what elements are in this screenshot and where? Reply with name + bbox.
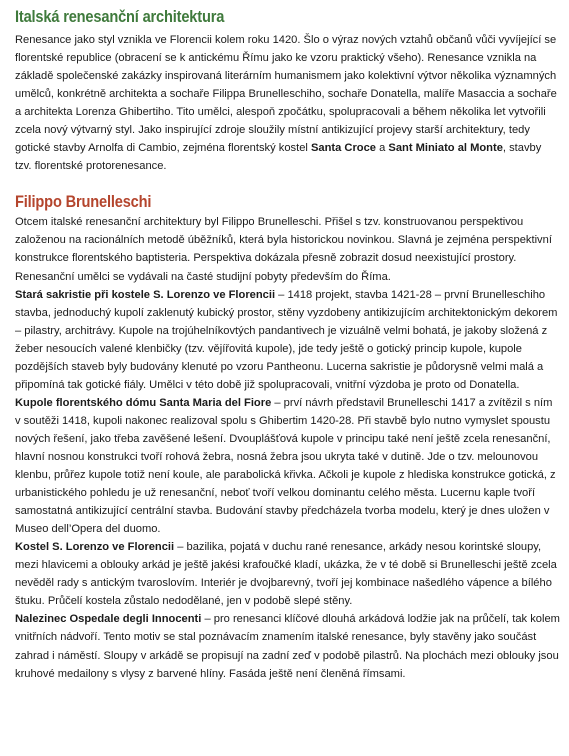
- bold-term-dome: Kupole florentského dómu Santa Maria del Fiore: [15, 396, 272, 409]
- paragraph-intro: [15, 31, 560, 175]
- paragraph-perspective: Otcem italské renesanční architektury byl Filippo Brunelleschi. Přišel s tzv. konstruovanou perspektivou založenou na racionálních metodě úběžníků, která byla historickou novinkou. Slavná je zejména perspektivní konstrukce florentského baptisteria. Perspektiva dokázala přesně zobrazit dosud neexistující prostory.: [15, 216, 552, 265]
- section-title-brunelleschi: Filippo Brunelleschi: [15, 192, 152, 212]
- paragraph-ospedale: [15, 610, 560, 682]
- section-title-italian-renaissance: Italská renesanční architektura: [15, 7, 225, 26]
- paragraph-text: – 1418 projekt, stavba 1421-28 – první Brunelleschiho stavba, jednoduchý kupolí zaklenutý kubický prostor, stěny vyzdobeny antikizujícím architektonickým dekorem – pilastry, architrávy. Kupole na trojúhelníkovtých pandantivech je vizuálně velmi bohatá, je jakoby složená z žeber nesoucích valené klenbičky (tzv. vějířovitá kupole), jde tedy ještě o gotický princip kupole, kupole pozdějších staveb byly budovány klenuté po vzoru Pantheonu. Lucerna sakristie je půdorysně velmi malá a připomíná tak gotické fiály. Umělci v této době již spolupracovali, vnitřní výzdoba je proto od Donatella.: [15, 288, 558, 391]
- paragraph-san-lorenzo: [15, 538, 560, 610]
- document-page: [15, 6, 560, 683]
- bold-term-ospedale: Nalezinec Ospedale degli Innocenti: [15, 613, 202, 626]
- paragraph-text: – prví návrh představil Brunelleschi 1417 a zvítězil s ním v soutěži 1418, kupoli nakonec realizoval spolu s Ghibertim 1420-28. Při stavbě bylo nutno vymyslet spoustu nových řešení, jako třeba zavěšené lešení. Dvouplášťová kupole v principu také není ještě zcela renesanční, hlavní nosnou konstrukci tvoří rohová žebra, nosná žebra jsou ukryta také v dutině. Jde o tzv. melounovou klenbu, průřez kupole totiž není koule, ale parabolická křivka. Ačkoli je kupole z hlediska konstrukce gotická, z urbanistického pohledu je už renesanční, neboť tvoří velkou dominantu celého města. Lucernu kaple tvoří samostatná antikizující centrální stavba. Budování stavby předcházela tvorba modelu, který je dnes uložen v Museo dell’Opera del duomo.: [15, 396, 556, 536]
- bold-term-sant-miniato: Sant Miniato al Monte: [388, 142, 503, 155]
- bold-term-old-sacristy: Stará sakristie při kostele S. Lorenzo ve Florencii: [15, 288, 276, 301]
- paragraph-rome-trips: Renesanční umělci se vydávali na časté studijní pobyty především do Říma.: [15, 270, 391, 283]
- paragraph-text: a: [376, 142, 389, 155]
- bold-term-santa-croce: Santa Croce: [310, 142, 376, 155]
- paragraph-dome: [15, 394, 560, 538]
- paragraph-text: – pro renesanci klíčové dlouhá arkádová lodžie jak na průčelí, tak kolem vnitřních nádvoří. Tento motiv se stal poznávacím znamením italské renesance, byly stavěny jako součást zahrad i náměstí. Sloupy v arkádě se propisují na zadní zeď v podobě pilastrů. Na plochách mezi oblouky jsou kruhové medailony s vlysy z barvené hlíny. Fasáda ještě není členěná římsami.: [15, 613, 560, 680]
- paragraph-old-sacristy: [15, 286, 560, 394]
- paragraph-text: , stavby tzv. florentské protorenesance.: [15, 142, 542, 173]
- paragraph-text: Renesance jako styl vznikla ve Florencii kolem roku 1420. Šlo o výraz nových vztahů občanů vůči vyvíjející se florentské republice (obracení se k antickému Římu jako ke vzoru praktický všeho). Renesance vznikla na základě společenské zakázky inspirovaná literárním humanismem jako kolektivní výtvor několika významných umělců, konkrétně architekta a sochaře Filippa Brunelleschiho, sochaře Donatella, malíře Masaccia a sochaře a architekta Lorenza Ghibertiho. Tito umělci, alespoň zpočátku, spolupracovali a během několika let vytvořili zcela nový výtvarný styl. Jako inspirující zdroje sloužily místní antikizující projevy starší architektury, tedy gotické stavby Arnolfa di Cambio, zejména florentský kostel: [15, 34, 557, 155]
- bold-term-san-lorenzo: Kostel S. Lorenzo ve Florencii: [15, 541, 175, 554]
- paragraph-text: – bazilika, pojatá v duchu rané renesance, arkády nesou korintské sloupy, mezi hlavicemi a oblouky arkád je ještě jakési krafoučké kladí, ukázka, že v té době si Brunelleschi ještě zcela nevěděl rady s antickým tvaroslovím. Interiér je dvojbarevný, tvoří jej kombinace našedlého vápence a bílého štuku. Průčelí kostela zůstalo nedodělané, jen v podobě slepé stěny.: [15, 541, 557, 608]
